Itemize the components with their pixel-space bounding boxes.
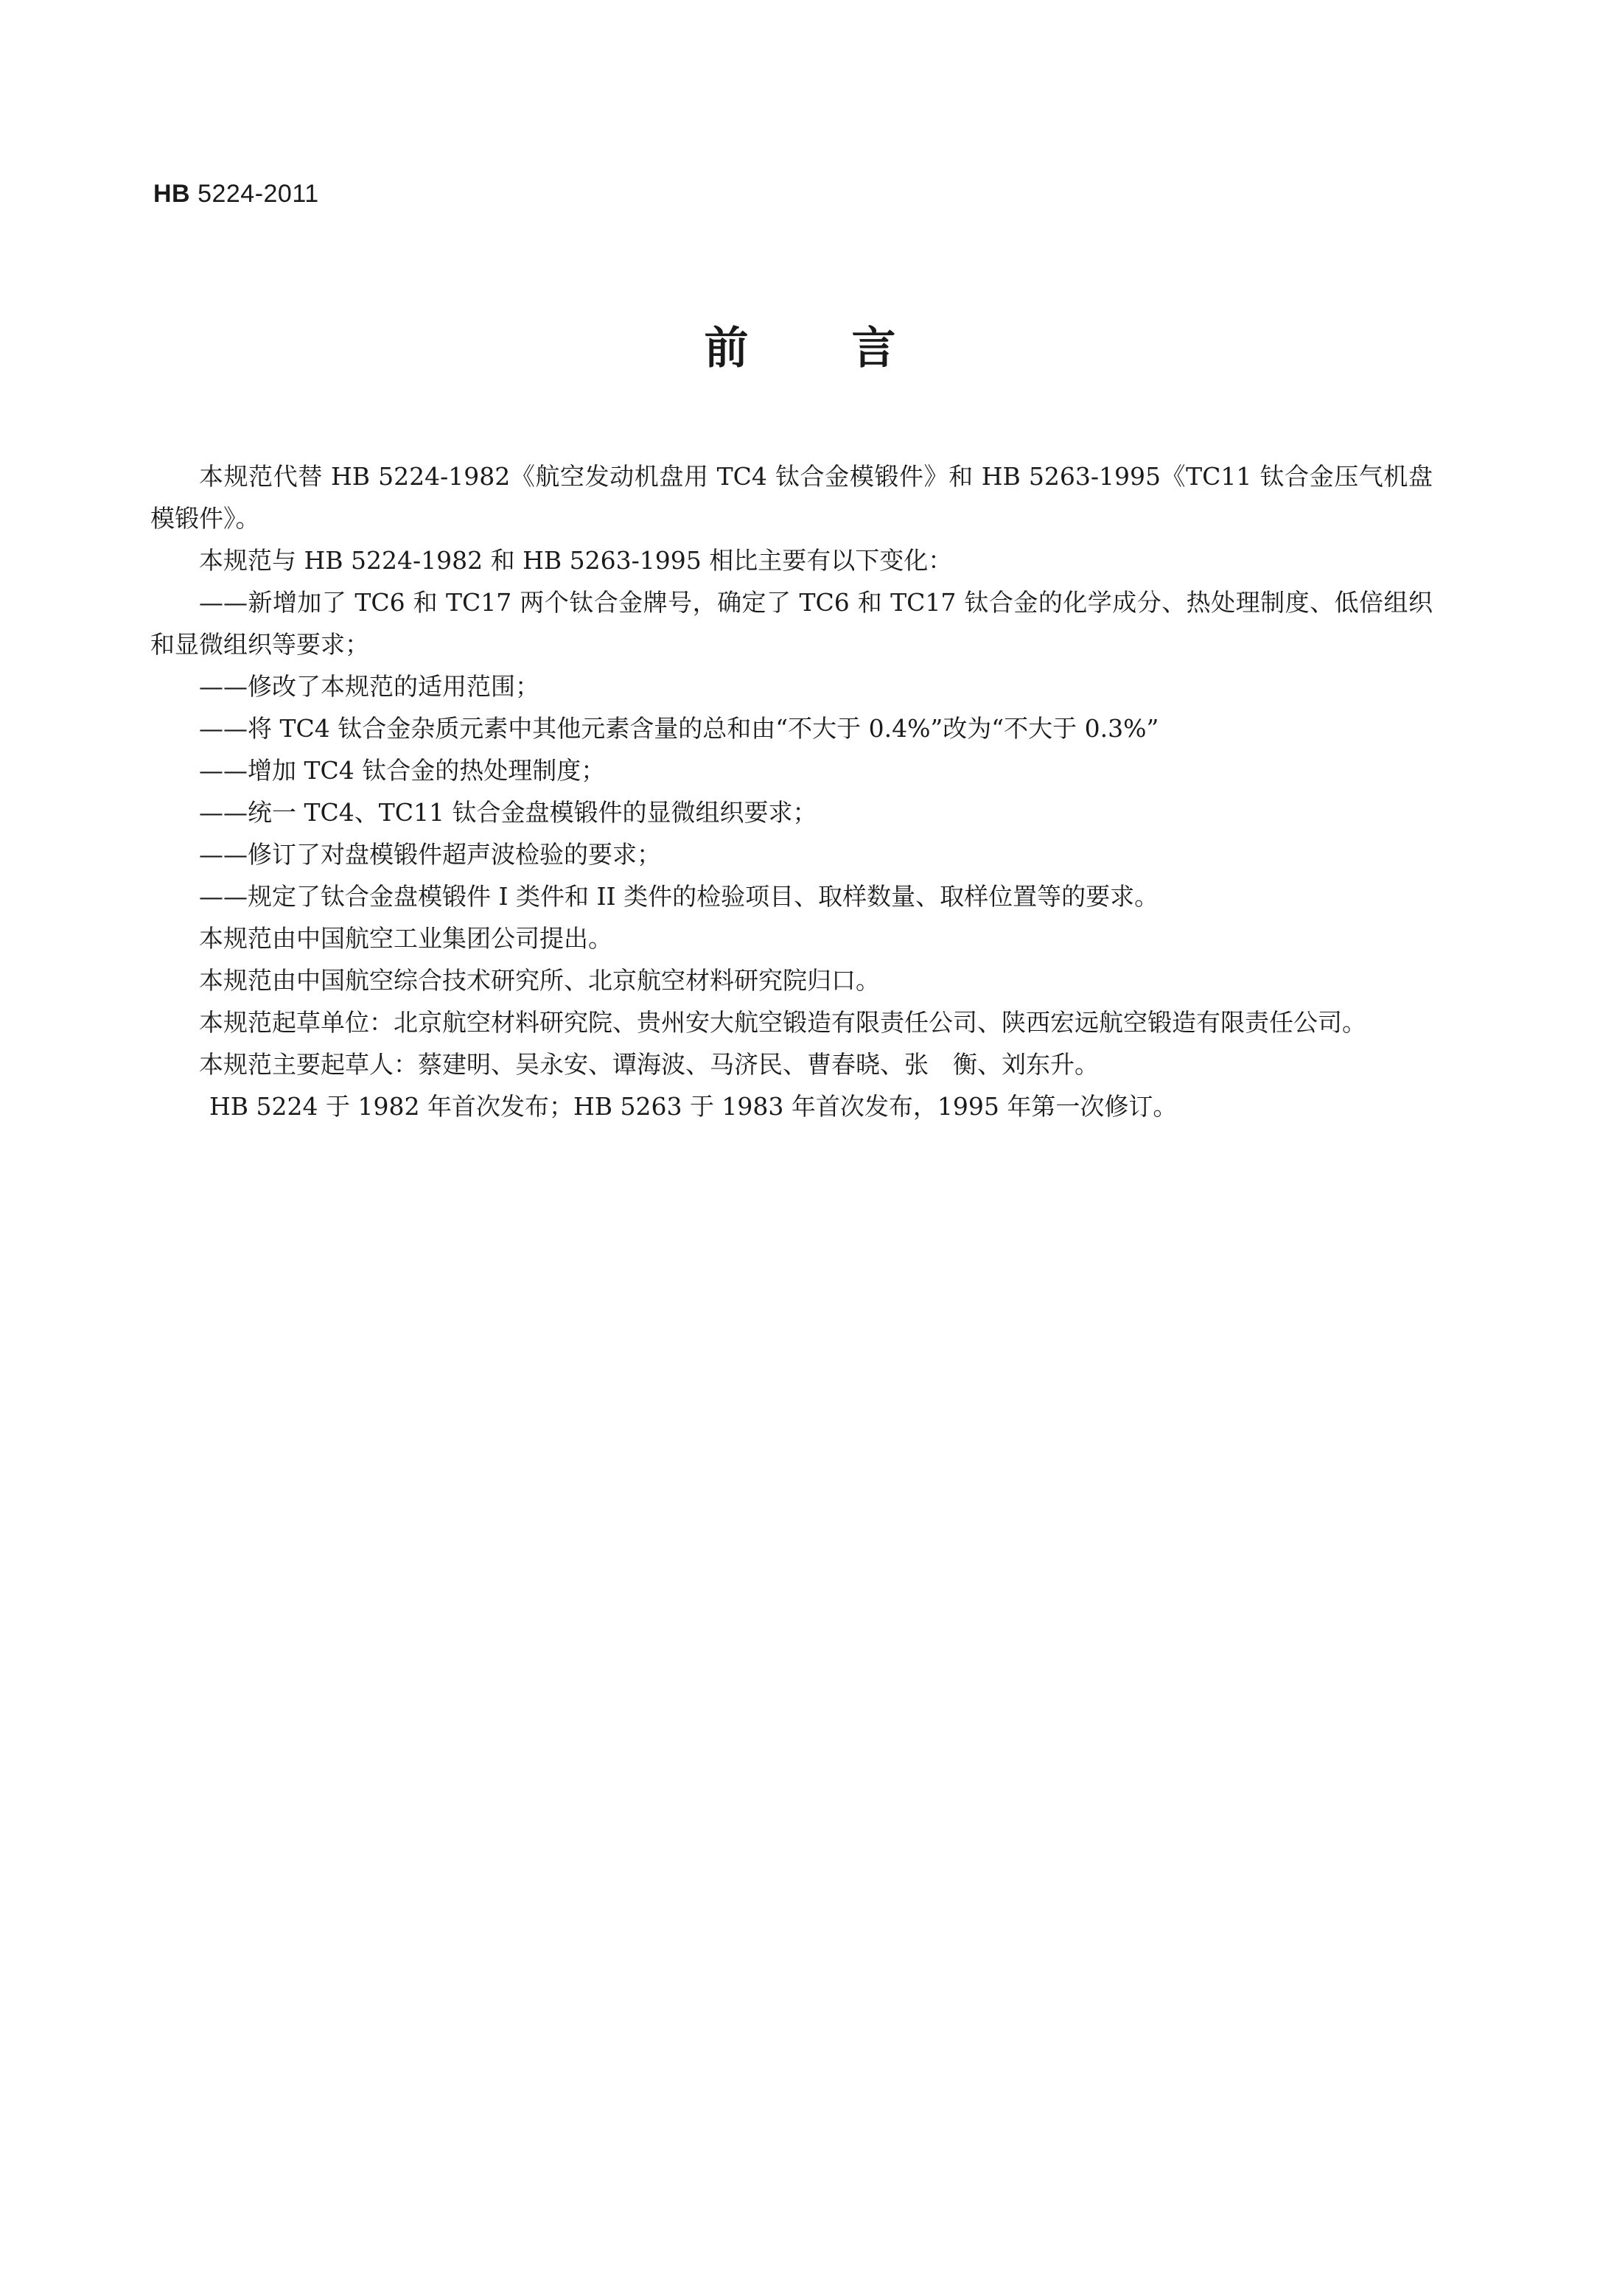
- change-item: ——增加 TC4 钛合金的热处理制度；: [199, 756, 606, 785]
- foreword-body: [150, 455, 1433, 1127]
- document-code-number: 5224-2011: [198, 180, 319, 208]
- change-item: ——修改了本规范的适用范围；: [199, 672, 539, 701]
- paragraph-release-history: HB 5224 于 1982 年首次发布；HB 5263 于 1983 年首次发布，1995 年第一次修订。: [209, 1092, 1178, 1121]
- change-item: ——将 TC4 钛合金杂质元素中其他元素含量的总和由“不大于 0.4%”改为“不大于 0.3%”: [199, 714, 1159, 743]
- paragraph-drafters: 本规范主要起草人：蔡建明、吴永安、谭海波、马济民、曹春晓、张 衡、刘东升。: [199, 1050, 1099, 1079]
- change-item: ——统一 TC4、TC11 钛合金盘模锻件的显微组织要求；: [199, 798, 817, 827]
- page-title: 前言: [704, 323, 999, 374]
- paragraph-drafting-units: 本规范起草单位：北京航空材料研究院、贵州安大航空锻造有限责任公司、陕西宏远航空锻造有限责任公司。: [199, 1008, 1366, 1037]
- paragraph-proposer: 本规范由中国航空工业集团公司提出。: [199, 924, 612, 953]
- change-item: ——修订了对盘模锻件超声波检验的要求；: [199, 840, 661, 869]
- document-code: [153, 180, 319, 209]
- paragraph-replaces: 本规范代替 HB 5224-1982《航空发动机盘用 TC4 钛合金模锻件》和 HB 5263-1995《TC11 钛合金压气机盘模锻件》。: [150, 462, 1433, 533]
- paragraph-centralizer: 本规范由中国航空综合技术研究所、北京航空材料研究院归口。: [199, 966, 880, 995]
- change-item: ——规定了钛合金盘模锻件 I 类件和 II 类件的检验项目、取样数量、取样位置等的要求。: [199, 882, 1159, 911]
- document-code-prefix: HB: [153, 180, 191, 208]
- change-item: ——新增加了 TC6 和 TC17 两个钛合金牌号，确定了 TC6 和 TC17 钛合金的化学成分、热处理制度、低倍组织和显微组织等要求；: [150, 588, 1433, 659]
- paragraph-changes-intro: 本规范与 HB 5224-1982 和 HB 5263-1995 相比主要有以下变化：: [199, 546, 953, 575]
